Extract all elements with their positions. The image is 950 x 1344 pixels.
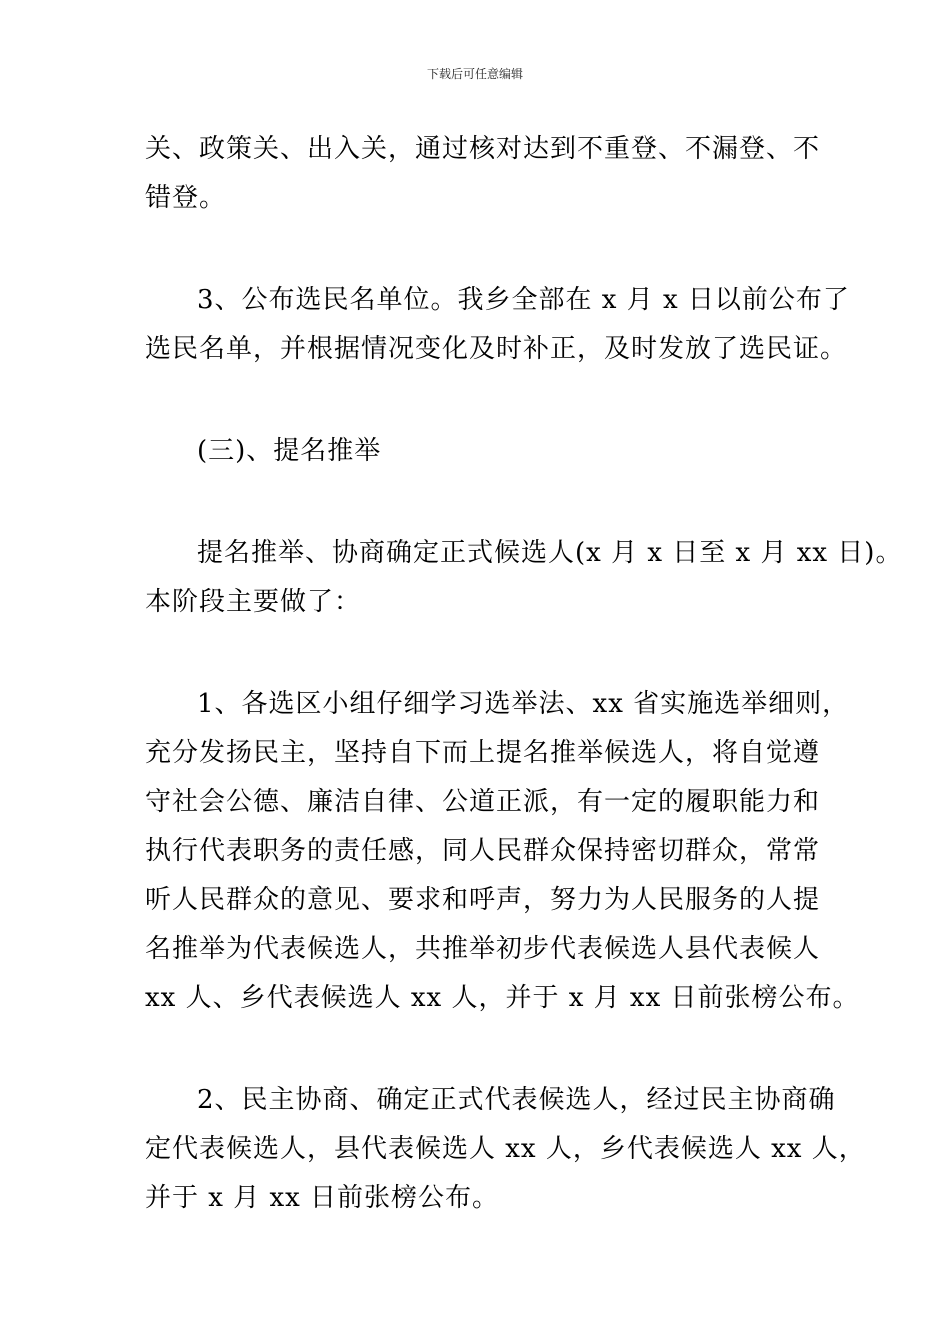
- paragraph-item-2: [145, 1076, 866, 1223]
- text-line: 并于 x 月 xx 日前张榜公布。: [145, 1183, 500, 1213]
- text-line: 守社会公德、廉洁自律、公道正派，有一定的履职能力和: [145, 787, 821, 817]
- paragraph-voter-list: [145, 276, 850, 374]
- paragraph-item-1: [145, 680, 860, 1023]
- document-body: [145, 125, 903, 1223]
- paragraph-gap: [145, 223, 815, 276]
- text-line: 名推举为代表候选人，共推举初步代表候选人县代表候人: [145, 934, 821, 964]
- text-line: 充分发扬民主，坚持自下而上提名推举候选人，将自觉遵: [145, 738, 821, 768]
- text-line: 关、政策关、出入关，通过核对达到不重登、不漏登、不: [145, 134, 821, 164]
- text-line: 错登。: [145, 183, 227, 213]
- paragraph-gap: [145, 627, 815, 680]
- paragraph-nomination: [145, 529, 903, 627]
- section-heading: [145, 427, 815, 476]
- paragraph-continuation: [145, 125, 821, 223]
- paragraph-gap: [145, 1023, 815, 1076]
- paragraph-gap: [145, 374, 815, 427]
- text-line: 提名推举、协商确定正式候选人(x 月 x 日至 x 月 xx 日)。: [197, 538, 903, 568]
- text-line: 听人民群众的意见、要求和呼声，努力为人民服务的人提: [145, 885, 821, 915]
- text-line: 本阶段主要做了：: [145, 587, 362, 617]
- text-line: xx 人、乡代表候选人 xx 人，并于 x 月 xx 日前张榜公布。: [145, 983, 860, 1013]
- text-line: (三)、提名推举: [197, 436, 382, 466]
- text-line: 执行代表职务的责任感，同人民群众保持密切群众，常常: [145, 836, 821, 866]
- text-line: 选民名单，并根据情况变化及时补正，及时发放了选民证。: [145, 334, 848, 364]
- text-line: 3、公布选民名单位。我乡全部在 x 月 x 日以前公布了: [197, 285, 850, 315]
- paragraph-gap: [145, 476, 815, 529]
- page-header: 下载后可任意编辑: [426, 67, 523, 81]
- text-line: 1、各选区小组仔细学习选举法、xx 省实施选举细则，: [197, 689, 850, 719]
- text-line: 2、民主协商、确定正式代表候选人，经过民主协商确: [197, 1085, 836, 1115]
- text-line: 定代表候选人，县代表候选人 xx 人，乡代表候选人 xx 人，: [145, 1134, 866, 1164]
